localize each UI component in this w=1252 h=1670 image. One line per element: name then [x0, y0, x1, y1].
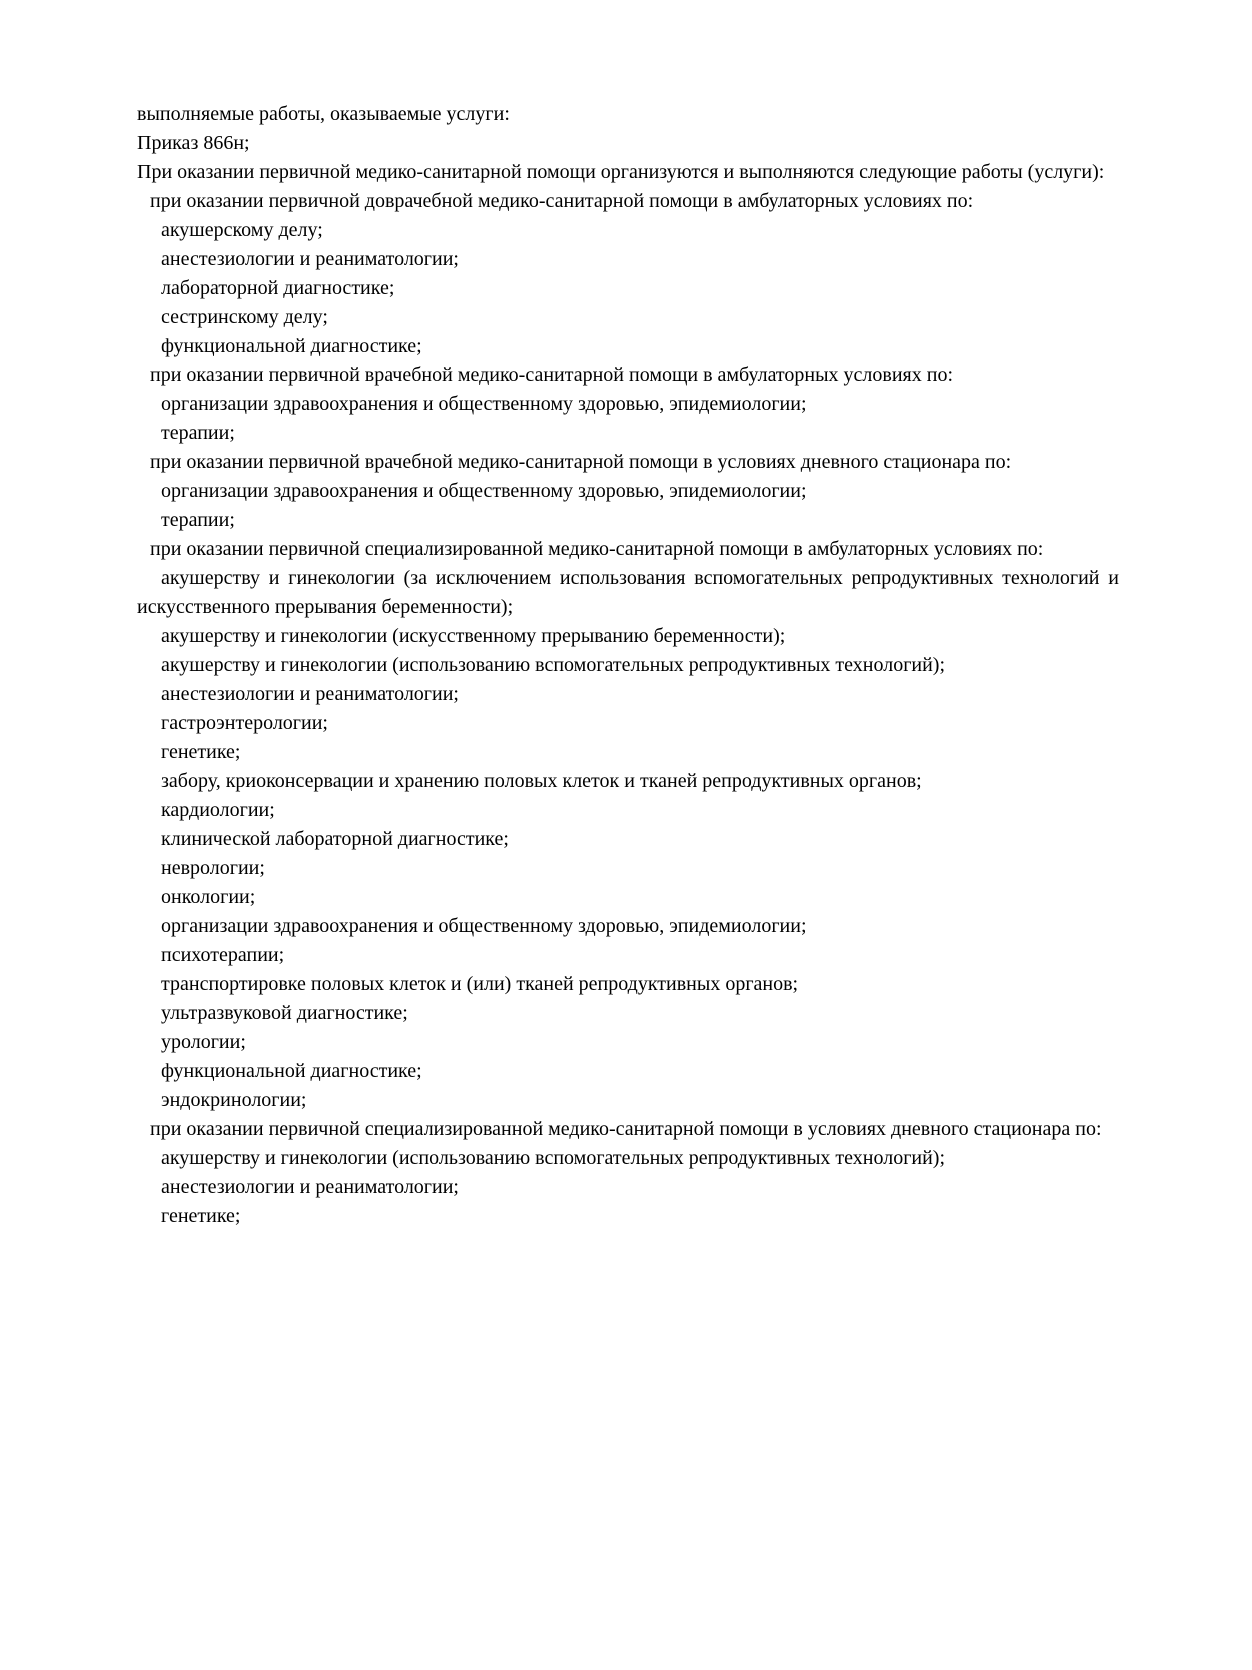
paragraph: транспортировке половых клеток и (или) тканей репродуктивных органов;: [161, 973, 799, 995]
paragraph: организации здравоохранения и общественному здоровью, эпидемиологии;: [161, 480, 807, 502]
paragraph: при оказании первичной врачебной медико-санитарной помощи в амбулаторных условиях по:: [150, 364, 954, 386]
paragraph: организации здравоохранения и общественному здоровью, эпидемиологии;: [161, 915, 807, 937]
paragraph: генетике;: [161, 741, 241, 763]
paragraph: эндокринологии;: [161, 1089, 307, 1111]
paragraph: гастроэнтерологии;: [161, 712, 328, 734]
paragraph: при оказании первичной доврачебной медико-санитарной помощи в амбулаторных условиях по:: [150, 190, 974, 212]
paragraph: анестезиологии и реаниматологии;: [161, 1176, 459, 1198]
paragraph: акушерству и гинекологии (искусственному прерыванию беременности);: [161, 625, 786, 647]
paragraph: акушерству и гинекологии (за исключением использования вспомогательных репродуктивных технологий и искусственного прерывания беременности);: [137, 567, 1119, 618]
paragraph: акушерству и гинекологии (использованию вспомогательных репродуктивных технологий);: [161, 1147, 946, 1169]
paragraph: генетике;: [161, 1205, 241, 1227]
paragraph: неврологии;: [161, 857, 265, 879]
paragraph: кардиологии;: [161, 799, 275, 821]
paragraph: клинической лабораторной диагностике;: [161, 828, 509, 850]
paragraph: анестезиологии и реаниматологии;: [161, 248, 459, 270]
paragraph: лабораторной диагностике;: [161, 277, 395, 299]
paragraph: при оказании первичной врачебной медико-санитарной помощи в условиях дневного стационара по:: [150, 451, 1012, 473]
paragraph: акушерскому делу;: [161, 219, 323, 241]
paragraph: анестезиологии и реаниматологии;: [161, 683, 459, 705]
paragraph: забору, криоконсервации и хранению половых клеток и тканей репродуктивных органов;: [161, 770, 922, 792]
paragraph: При оказании первичной медико-санитарной помощи организуются и выполняются следующие работы (услуги):: [137, 161, 1105, 183]
paragraph: урологии;: [161, 1031, 246, 1053]
document-body: [137, 100, 1119, 1231]
paragraph: функциональной диагностике;: [161, 335, 422, 357]
paragraph: акушерству и гинекологии (использованию вспомогательных репродуктивных технологий);: [161, 654, 946, 676]
paragraph: онкологии;: [161, 886, 256, 908]
paragraph: терапии;: [161, 422, 235, 444]
paragraph: выполняемые работы, оказываемые услуги:: [137, 103, 510, 125]
paragraph: при оказании первичной специализированной медико-санитарной помощи в условиях дневного стационара по:: [150, 1118, 1102, 1140]
paragraph: ультразвуковой диагностике;: [161, 1002, 408, 1024]
paragraph: при оказании первичной специализированной медико-санитарной помощи в амбулаторных условиях по:: [150, 538, 1044, 560]
paragraph: функциональной диагностике;: [161, 1060, 422, 1082]
paragraph: организации здравоохранения и общественному здоровью, эпидемиологии;: [161, 393, 807, 415]
paragraph: Приказ 866н;: [137, 132, 250, 154]
paragraph: сестринскому делу;: [161, 306, 328, 328]
paragraph: психотерапии;: [161, 944, 285, 966]
paragraph: терапии;: [161, 509, 235, 531]
